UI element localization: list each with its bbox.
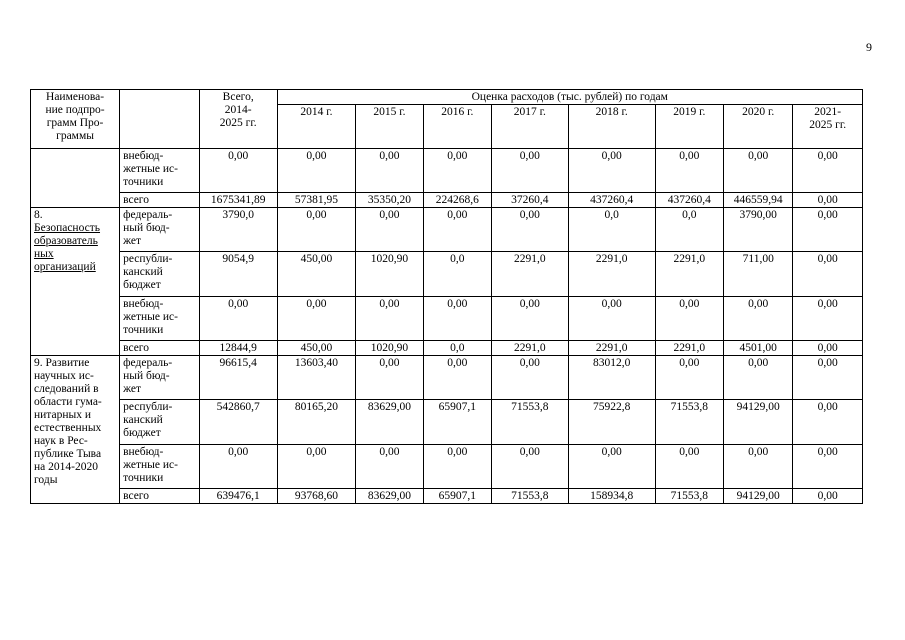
- year-value: 0,00: [793, 208, 863, 252]
- table-row: [31, 341, 863, 356]
- year-value: 0,00: [277, 297, 356, 341]
- year-value: 711,00: [724, 252, 793, 297]
- year-value: 37260,4: [491, 193, 568, 208]
- year-value: 0,00: [793, 149, 863, 193]
- funding-source: республи- канский бюджет: [120, 400, 200, 445]
- total-value: 12844,9: [199, 341, 277, 356]
- year-value: 35350,20: [356, 193, 423, 208]
- table-row: [31, 149, 863, 193]
- year-value: 94129,00: [724, 489, 793, 504]
- year-value: 0,00: [491, 297, 568, 341]
- year-value: 0,00: [491, 445, 568, 489]
- year-value: 71553,8: [655, 489, 723, 504]
- year-header: 2019 г.: [655, 105, 723, 149]
- year-value: 0,00: [793, 341, 863, 356]
- year-value: 2291,0: [655, 252, 723, 297]
- year-value: 0,00: [793, 193, 863, 208]
- subprogram-name: 9. Развитие научных ис- следований в области гума- нитарных и естественных наук в Рес- публике Тыва на 2014-2020 годы: [31, 356, 120, 504]
- funding-source: внебюд- жетные ис- точники: [120, 445, 200, 489]
- year-value: 83629,00: [356, 489, 423, 504]
- year-value: 2291,0: [568, 341, 655, 356]
- table-row: [31, 208, 863, 252]
- year-value: 0,00: [277, 149, 356, 193]
- funding-source: внебюд- жетные ис- точники: [120, 297, 200, 341]
- table-row: [31, 297, 863, 341]
- year-value: 0,00: [356, 445, 423, 489]
- year-value: 71553,8: [655, 400, 723, 445]
- year-value: 93768,60: [277, 489, 356, 504]
- year-value: 0,00: [277, 208, 356, 252]
- year-value: 0,00: [793, 489, 863, 504]
- year-value: 2291,0: [491, 252, 568, 297]
- year-value: 71553,8: [491, 400, 568, 445]
- funding-source: федераль- ный бюд- жет: [120, 208, 200, 252]
- year-value: 437260,4: [568, 193, 655, 208]
- year-header: 2015 г.: [356, 105, 423, 149]
- year-value: 65907,1: [423, 400, 491, 445]
- year-value: 0,0: [568, 208, 655, 252]
- year-value: 71553,8: [491, 489, 568, 504]
- year-value: 0,00: [423, 208, 491, 252]
- year-value: 0,00: [793, 356, 863, 400]
- year-value: 0,00: [491, 356, 568, 400]
- table-row: [31, 445, 863, 489]
- funding-source: всего: [120, 193, 200, 208]
- total-value: 0,00: [199, 149, 277, 193]
- year-value: 1020,90: [356, 341, 423, 356]
- year-value: 450,00: [277, 252, 356, 297]
- year-value: 0,00: [793, 252, 863, 297]
- funding-source: федераль- ный бюд- жет: [120, 356, 200, 400]
- year-value: 0,00: [793, 445, 863, 489]
- header-row: [31, 90, 863, 105]
- year-header: 2014 г.: [277, 105, 356, 149]
- total-value: 3790,0: [199, 208, 277, 252]
- col-total-header: Всего, 2014- 2025 гг.: [199, 90, 277, 149]
- year-value: 4501,00: [724, 341, 793, 356]
- table-row: [31, 193, 863, 208]
- year-header: 2021- 2025 гг.: [793, 105, 863, 149]
- year-value: 2291,0: [568, 252, 655, 297]
- year-value: 0,00: [423, 149, 491, 193]
- year-header: 2018 г.: [568, 105, 655, 149]
- year-value: 57381,95: [277, 193, 356, 208]
- year-value: 0,00: [423, 445, 491, 489]
- year-value: 0,00: [655, 356, 723, 400]
- year-value: 0,00: [724, 445, 793, 489]
- years-group-header: Оценка расходов (тыс. рублей) по годам: [277, 90, 862, 105]
- year-value: 0,0: [655, 208, 723, 252]
- year-value: 0,00: [277, 445, 356, 489]
- year-value: 83012,0: [568, 356, 655, 400]
- year-value: 437260,4: [655, 193, 723, 208]
- total-value: 542860,7: [199, 400, 277, 445]
- year-value: 224268,6: [423, 193, 491, 208]
- col-name-header: Наименова- ние подпро- грамм Про- граммы: [31, 90, 120, 149]
- year-value: 0,00: [568, 445, 655, 489]
- year-value: 65907,1: [423, 489, 491, 504]
- year-value: 0,00: [491, 208, 568, 252]
- subprogram-name: [31, 208, 120, 356]
- year-value: 0,00: [423, 356, 491, 400]
- year-value: 0,00: [655, 149, 723, 193]
- year-header: 2017 г.: [491, 105, 568, 149]
- year-value: 0,00: [356, 356, 423, 400]
- budget-table: [30, 89, 863, 504]
- table-row: [31, 400, 863, 445]
- year-value: 446559,94: [724, 193, 793, 208]
- year-value: 0,00: [793, 400, 863, 445]
- col-source-header: [120, 90, 200, 149]
- year-value: 0,00: [423, 297, 491, 341]
- year-value: 0,0: [423, 341, 491, 356]
- funding-source: всего: [120, 489, 200, 504]
- funding-source: всего: [120, 341, 200, 356]
- year-value: 0,00: [491, 149, 568, 193]
- year-value: 0,00: [356, 149, 423, 193]
- table-row: [31, 489, 863, 504]
- year-header: 2020 г.: [724, 105, 793, 149]
- total-value: 1675341,89: [199, 193, 277, 208]
- year-value: 0,00: [655, 445, 723, 489]
- total-value: 0,00: [199, 297, 277, 341]
- funding-source: внебюд- жетные ис- точники: [120, 149, 200, 193]
- page-number: 9: [866, 40, 872, 54]
- year-value: 0,00: [655, 297, 723, 341]
- subprogram-name: [31, 149, 120, 208]
- year-value: 0,00: [724, 356, 793, 400]
- year-value: 13603,40: [277, 356, 356, 400]
- year-value: 158934,8: [568, 489, 655, 504]
- year-value: 0,00: [356, 208, 423, 252]
- year-value: 0,00: [356, 297, 423, 341]
- year-value: 0,00: [793, 297, 863, 341]
- table-row: [31, 356, 863, 400]
- subprogram-title: Безопасность образователь ных организаций: [34, 222, 101, 273]
- year-value: 3790,00: [724, 208, 793, 252]
- year-value: 2291,0: [491, 341, 568, 356]
- subprogram-number: 8.: [34, 209, 43, 221]
- table-row: [31, 252, 863, 297]
- total-value: 639476,1: [199, 489, 277, 504]
- year-value: 0,0: [423, 252, 491, 297]
- year-value: 1020,90: [356, 252, 423, 297]
- year-value: 75922,8: [568, 400, 655, 445]
- total-value: 0,00: [199, 445, 277, 489]
- year-header: 2016 г.: [423, 105, 491, 149]
- year-value: 450,00: [277, 341, 356, 356]
- year-value: 80165,20: [277, 400, 356, 445]
- year-value: 0,00: [568, 297, 655, 341]
- total-value: 96615,4: [199, 356, 277, 400]
- year-value: 0,00: [724, 297, 793, 341]
- year-value: 83629,00: [356, 400, 423, 445]
- funding-source: республи- канский бюджет: [120, 252, 200, 297]
- year-value: 0,00: [724, 149, 793, 193]
- total-value: 9054,9: [199, 252, 277, 297]
- year-value: 2291,0: [655, 341, 723, 356]
- year-value: 94129,00: [724, 400, 793, 445]
- year-value: 0,00: [568, 149, 655, 193]
